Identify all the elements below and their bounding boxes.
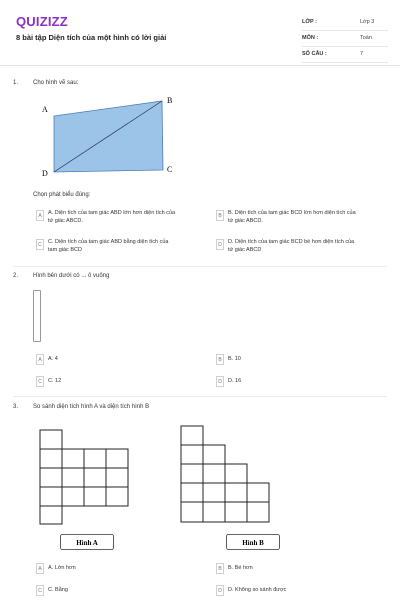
grid-cell: [40, 468, 62, 487]
option-letter: B: [216, 210, 224, 221]
option-text: [228, 239, 354, 254]
option-letter: B: [216, 563, 224, 574]
grid-cell: [181, 445, 203, 464]
quadrilateral-figure: [36, 92, 186, 180]
answer-option[interactable]: [36, 563, 216, 574]
answer-option[interactable]: [216, 585, 396, 596]
meta-table: [302, 16, 388, 64]
option-letter: D: [216, 239, 224, 250]
answer-option[interactable]: [36, 354, 216, 365]
option-line: tam giác BCD: [48, 246, 82, 253]
grid-cell: [181, 483, 203, 502]
caption-text: Hình A: [76, 539, 98, 547]
option-letter: A: [36, 563, 44, 574]
grid-cell: [62, 468, 84, 487]
option-line: B. Diện tích của tam giác BCD lớn hơn diện tích của: [228, 210, 356, 216]
answer-option[interactable]: [36, 210, 216, 225]
meta-row-class: [302, 16, 388, 31]
rectangle-figure: [33, 290, 41, 342]
grid-cell: [181, 426, 203, 445]
page-title: 8 bài tập Diện tích của một hình có lời giải: [16, 33, 167, 42]
grid-cell: [203, 464, 225, 483]
option-text: C. Bằng: [48, 587, 68, 593]
vertex-label-c: C: [167, 165, 173, 174]
grid-cell: [181, 464, 203, 483]
answer-option[interactable]: [36, 585, 216, 596]
worksheet-header: [0, 0, 400, 66]
option-text: [48, 239, 168, 254]
answer-option[interactable]: [36, 239, 216, 254]
option-line: tứ giác ABCD: [228, 246, 262, 253]
option-text: [48, 210, 175, 225]
question-prompt: So sánh diện tích hình A và diện tích hình B: [33, 404, 150, 410]
grid-cell: [40, 449, 62, 468]
question-number: 2.: [13, 273, 19, 279]
option-text: A. 4: [48, 356, 58, 362]
grid-cell: [203, 483, 225, 502]
figure-a-grid: [38, 428, 132, 526]
option-text: [228, 210, 356, 225]
grid-cell: [203, 445, 225, 464]
question-number: 3.: [13, 404, 19, 410]
grid-cell: [106, 468, 128, 487]
meta-row-count: [302, 48, 388, 63]
grid-cell: [247, 502, 269, 522]
vertex-label-b: B: [167, 96, 173, 105]
option-letter: A: [36, 354, 44, 365]
quizizz-logo: QUIZIZZ: [16, 14, 68, 29]
option-letter: A: [36, 210, 44, 221]
answer-option[interactable]: [216, 239, 396, 254]
answer-option[interactable]: [216, 376, 396, 387]
grid-cell: [84, 487, 106, 506]
grid-cell: [106, 449, 128, 468]
figure-b-caption: [226, 534, 280, 550]
option-line: tứ giác ABCD.: [228, 217, 263, 224]
grid-cell: [40, 506, 62, 524]
grid-cell: [84, 468, 106, 487]
answer-option[interactable]: [216, 563, 396, 574]
grid-cell: [203, 502, 225, 522]
option-text: D. Không so sánh được: [228, 587, 287, 593]
answer-option[interactable]: [216, 210, 396, 225]
option-line: D. Diện tích của tam giác BCD bé hơn diện tích của: [228, 239, 355, 245]
option-text: C. 12: [48, 378, 62, 384]
grid-cell: [40, 487, 62, 506]
option-line: A. Diện tích của tam giác ABD lớn hơn diện tích của: [48, 210, 176, 216]
option-letter: D: [216, 585, 224, 596]
grid-cell: [62, 449, 84, 468]
option-text: D. 16: [228, 378, 242, 384]
option-line: tứ giác ABCD.: [48, 217, 83, 224]
vertex-label-a: A: [42, 105, 48, 114]
meta-value: Toán: [360, 35, 372, 41]
grid-cell: [106, 487, 128, 506]
grid-cell: [62, 487, 84, 506]
option-letter: C: [36, 585, 44, 596]
figure-a-caption: [60, 534, 114, 550]
grid-cell: [40, 430, 62, 449]
option-letter: C: [36, 239, 44, 250]
option-text: A. Lớn hơn: [48, 565, 76, 571]
question-number: 1.: [13, 80, 19, 86]
grid-cell: [84, 449, 106, 468]
question-prompt: Hình bên dưới có ... ô vuông: [33, 273, 110, 279]
grid-cell: [225, 464, 247, 483]
meta-value: 7: [360, 51, 364, 57]
option-line: C. Diện tích của tam giác ABD bằng diện tích của: [48, 239, 169, 245]
meta-label: SỐ CÂU :: [302, 51, 327, 57]
answer-option[interactable]: [36, 376, 216, 387]
grid-cell: [181, 502, 203, 522]
option-letter: D: [216, 376, 224, 387]
answer-option[interactable]: [216, 354, 396, 365]
option-letter: C: [36, 376, 44, 387]
figure-b-grid: [179, 424, 273, 526]
meta-value: Lớp 3: [360, 19, 375, 25]
vertex-label-d: D: [42, 169, 48, 178]
meta-label: MÔN :: [302, 35, 319, 41]
grid-cell: [225, 483, 247, 502]
option-letter: B: [216, 354, 224, 365]
meta-label: LỚP :: [302, 19, 317, 25]
grid-cell: [247, 483, 269, 502]
question-prompt: Cho hình vẽ sau:: [33, 80, 79, 86]
option-text: B. 10: [228, 356, 241, 362]
option-text: B. Bé hơn: [228, 565, 253, 571]
question-divider: [13, 266, 387, 267]
grid-cell: [225, 502, 247, 522]
question-instruction: Chọn phát biểu đúng:: [33, 192, 91, 198]
meta-row-subject: [302, 32, 388, 47]
question-divider: [13, 396, 387, 397]
caption-text: Hình B: [242, 539, 264, 547]
